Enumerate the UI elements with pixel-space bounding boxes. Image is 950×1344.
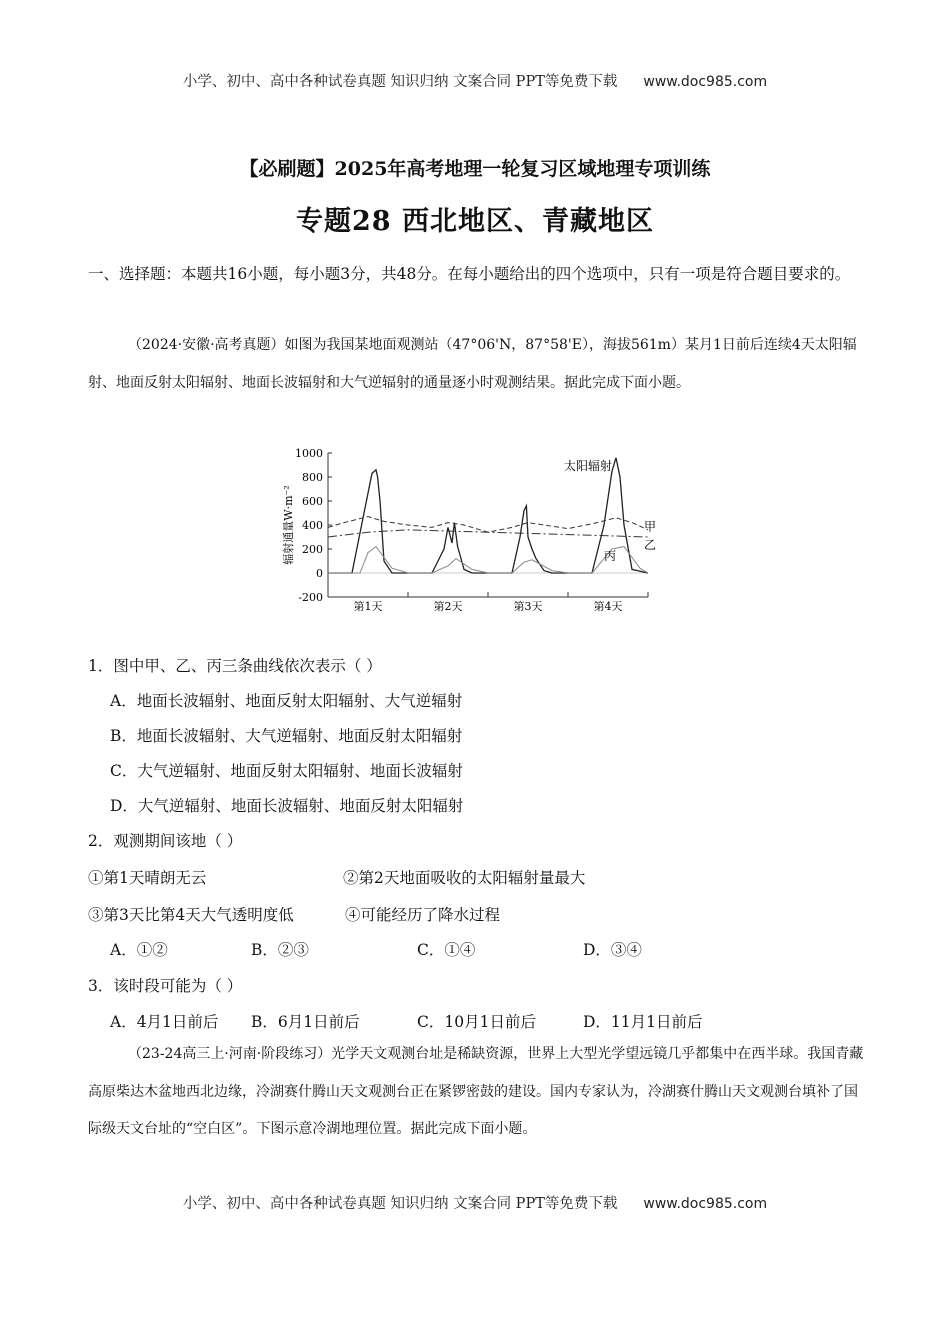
header-url[interactable]: www.doc985.com	[643, 74, 768, 90]
x-tick-label: 第4天	[593, 600, 623, 613]
chart-labels	[281, 447, 656, 613]
passage-1: （2024·安徽·高考真题）如图为我国某地面观测站（47°06'N，87°58'E），海拔561m）某月1日前后连续4天太阳辐射、地面反射太阳辐射、地面长波辐射和大气逆辐射的通量逐小时观测结果。据此完成下面小题。	[88, 337, 857, 391]
series-line	[328, 530, 648, 537]
y-tick-label: 600	[302, 495, 323, 508]
q1-option-d[interactable]: D．大气逆辐射、地面长波辐射、地面反射太阳辐射	[110, 797, 464, 815]
x-tick-label: 第1天	[353, 600, 383, 613]
q2-statement-2: ②第2天地面吸收的太阳辐射量最大	[343, 869, 586, 887]
y-tick-label: -200	[298, 591, 323, 604]
chart-series	[328, 458, 648, 573]
footer-url[interactable]: www.doc985.com	[643, 1196, 768, 1212]
q2-statement-1: ①第1天晴朗无云	[88, 869, 207, 887]
series-annotation: 太阳辐射	[564, 458, 613, 473]
passage-2: （23-24高三上·河南·阶段练习）光学天文观测台址是稀缺资源，世界上大型光学望远镜几乎都集中在西半球。我国青藏高原柴达木盆地西北边缘，冷湖赛什腾山天文观测台正在紧锣密鼓的建设。国内专家认为，冷湖赛什腾山天文观测台填补了国际级天文台址的“空白区”。下图示意冷湖地理位置。据此完成下面小题。	[88, 1046, 864, 1137]
series-annotation: 甲	[644, 519, 657, 534]
q1-stem: 1．图中甲、乙、丙三条曲线依次表示（ ）	[88, 657, 382, 675]
q2-option-a[interactable]: A．①②	[110, 941, 168, 959]
series-annotation: 丙	[604, 548, 617, 563]
series-line	[328, 458, 648, 573]
y-axis-label: 辐射通量W·m⁻²	[282, 485, 295, 565]
document-title: 【必刷题】2025年高考地理一轮复习区域地理专项训练	[239, 158, 711, 180]
page-header	[0, 70, 950, 91]
series-annotation: 乙	[644, 538, 657, 552]
q3-option-c[interactable]: C．10月1日前后	[417, 1013, 536, 1031]
q3-option-d[interactable]: D．11月1日前后	[583, 1013, 703, 1031]
y-tick-label: 800	[302, 471, 323, 484]
y-tick-label: 400	[302, 519, 323, 532]
q2-statement-3: ③第3天比第4天大气透明度低	[88, 906, 294, 924]
q2-option-d[interactable]: D．③④	[583, 941, 642, 959]
chart-axes	[328, 453, 648, 597]
q3-option-a[interactable]: A．4月1日前后	[110, 1013, 219, 1031]
q2-option-c[interactable]: C．①④	[417, 941, 476, 959]
q1-option-b[interactable]: B．地面长波辐射、大气逆辐射、地面反射太阳辐射	[110, 727, 463, 745]
footer-text: 小学、初中、高中各种试卷真题 知识归纳 文案合同 PPT等免费下载	[182, 1196, 618, 1212]
y-tick-label: 0	[316, 567, 323, 580]
q3-stem: 3．该时段可能为（ ）	[88, 977, 243, 995]
q1-option-a[interactable]: A．地面长波辐射、地面反射太阳辐射、大气逆辐射	[110, 692, 463, 710]
x-tick-label: 第3天	[513, 600, 543, 613]
q1-option-c[interactable]: C．大气逆辐射、地面反射太阳辐射、地面长波辐射	[110, 762, 463, 780]
q2-option-b[interactable]: B．②③	[251, 941, 309, 959]
section-instruction: 一、选择题：本题共16小题，每小题3分，共48分。在每小题给出的四个选项中，只有一项是符合题目要求的。	[88, 265, 851, 283]
series-line	[328, 517, 648, 533]
series-line	[328, 547, 648, 573]
q2-stem: 2．观测期间该地（ ）	[88, 832, 243, 850]
header-text: 小学、初中、高中各种试卷真题 知识归纳 文案合同 PPT等免费下载	[182, 74, 618, 90]
q2-statement-4: ④可能经历了降水过程	[345, 906, 501, 924]
y-tick-label: 1000	[295, 447, 323, 460]
document-subtitle: 专题28 西北地区、青藏地区	[296, 206, 654, 237]
page-footer	[0, 1192, 950, 1213]
x-tick-label: 第2天	[433, 600, 463, 613]
radiation-chart	[278, 440, 678, 620]
y-tick-label: 200	[302, 543, 323, 556]
q3-option-b[interactable]: B．6月1日前后	[251, 1013, 360, 1031]
